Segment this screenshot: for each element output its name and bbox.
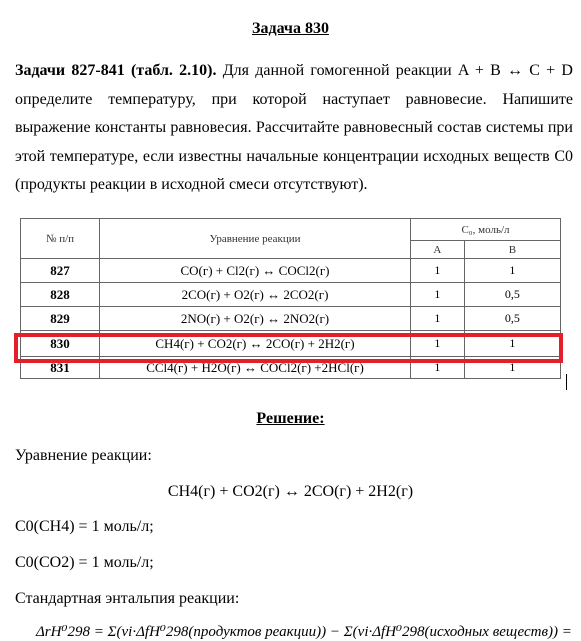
table-row [21, 283, 561, 307]
reaction-equation: CH4(г) + CO2(г) ↔ 2CO(г) + 2H2(г) [167, 483, 414, 500]
problem-title: Задача 830 [252, 20, 329, 37]
equation-label: Уравнение реакции: [15, 447, 152, 464]
row-conc-b: 1 [464, 259, 560, 283]
concentration-co2: C0(CO2) = 1 моль/л; [15, 554, 154, 571]
table-row [21, 259, 561, 283]
row-conc-a: 1 [411, 331, 465, 357]
row-conc-b: 0,5 [464, 307, 560, 331]
solution-heading: Решение: [256, 410, 325, 427]
row-conc-b: 1 [464, 357, 560, 379]
row-number: 831 [21, 357, 100, 379]
row-conc-a: 1 [411, 283, 465, 307]
problem-statement [15, 57, 573, 200]
row-equation: 2CO(г) + O2(г) ↔ 2CO2(г) [100, 283, 411, 307]
row-conc-a: 1 [411, 357, 465, 379]
row-number: 829 [21, 307, 100, 331]
row-conc-a: 1 [411, 259, 465, 283]
row-equation: CO(г) + Cl2(г) ↔ COCl2(г) [100, 259, 411, 283]
row-number: 830 [21, 331, 100, 357]
col-header-equation: Уравнение реакции [100, 219, 411, 259]
row-conc-b: 0,5 [464, 283, 560, 307]
highlight-box [14, 333, 563, 363]
col-header-concentration: C₀, моль/л [411, 219, 561, 241]
row-equation: 2NO(г) + O2(г) ↔ 2NO2(г) [100, 307, 411, 331]
row-equation: CH4(г) + CO2(г) ↔ 2CO(г) + 2H2(г) [100, 331, 411, 357]
concentration-ch4: C0(CH4) = 1 моль/л; [15, 518, 154, 535]
row-number: 827 [21, 259, 100, 283]
col-header-a: A [411, 241, 465, 259]
col-header-b: B [464, 241, 560, 259]
problem-text: Для данной гомогенной реакции A + B ↔ C + D определите температуру, при которой наступает равновесие. Напишите выражение константы равновесия. Рассчитайте равновесный состав системы при этой температуре, если известны начальные концентрации исходных веществ C0 (продукты реакции в исходной смеси отсутствуют). [15, 62, 573, 193]
table-row [21, 307, 561, 331]
problem-lead: Задачи 827-841 (табл. 2.10). [15, 62, 217, 79]
row-equation: CCl4(г) + H2O(г) ↔ COCl2(г) +2HCl(г) [100, 357, 411, 379]
enthalpy-formula: ΔrH⁰298 = Σ(νi·ΔfH⁰298(продуктов реакции)) − Σ(νi·ΔfH⁰298(исходных веществ)) = [36, 624, 572, 640]
enthalpy-label: Стандартная энтальпия реакции: [15, 590, 240, 607]
row-number: 828 [21, 283, 100, 307]
text-cursor [566, 374, 567, 390]
col-header-no: № п/п [21, 219, 100, 259]
row-conc-a: 1 [411, 307, 465, 331]
row-conc-b: 1 [464, 331, 560, 357]
